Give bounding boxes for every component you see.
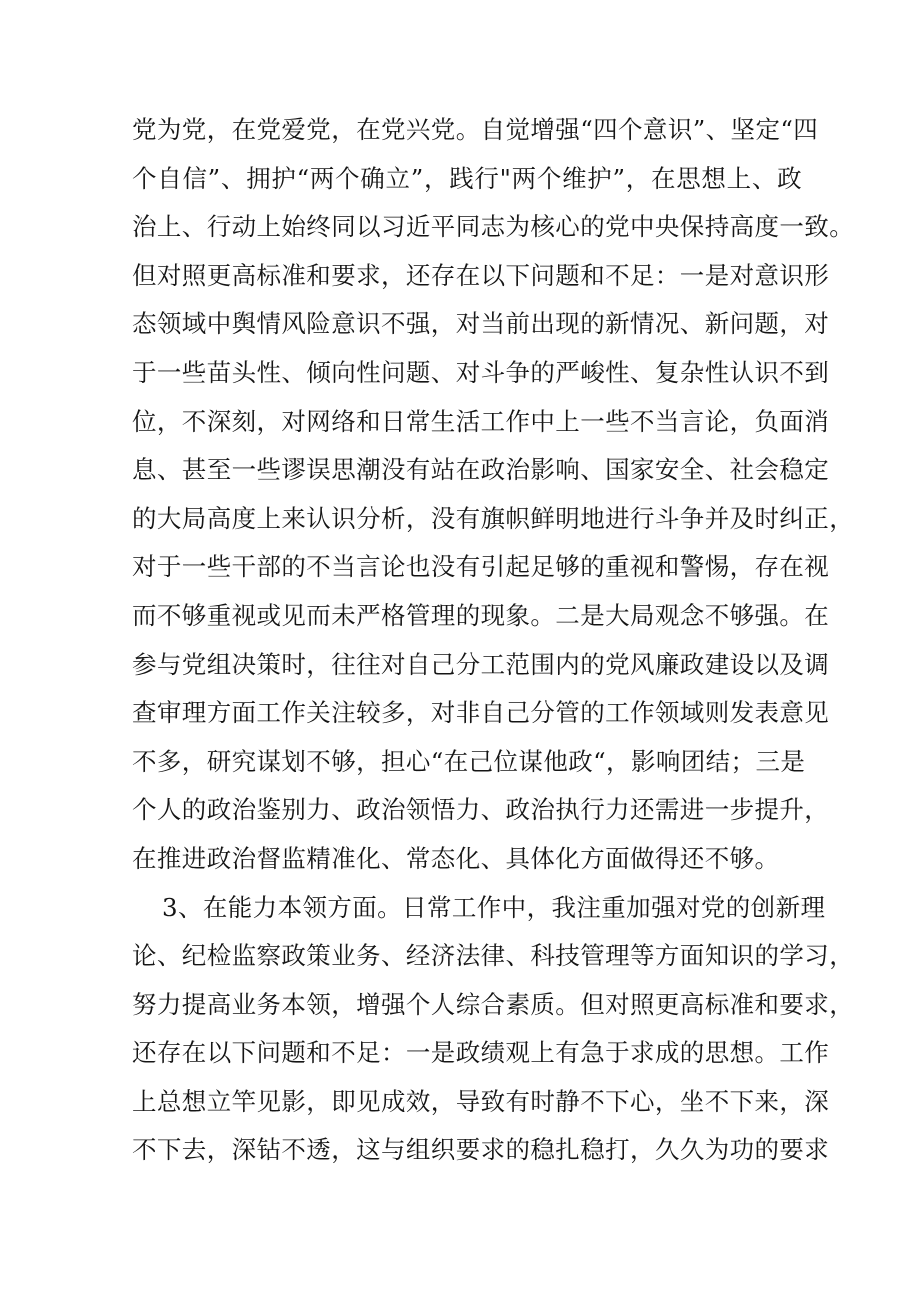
paragraph-line: 不多，研究谋划不够，担心“在己位谋他政“，影响团结；三是 <box>132 746 806 776</box>
paragraph-line: 态领域中舆情风险意识不强，对当前出现的新情况、新问题，对 <box>132 309 830 339</box>
paragraph-line: 3、在能力本领方面。日常工作中，我注重加强对党的创新理 <box>162 892 826 922</box>
paragraph-line: 对于一些干部的不当言论也没有引起足够的重视和警惕，存在视 <box>132 552 830 582</box>
paragraph-line: 个自信”、拥护“两个确立”，践行"两个维护”，在思想上、政 <box>132 163 802 193</box>
paragraph-line: 不下去，深钻不透，这与组织要求的稳扎稳打，久久为功的要求 <box>132 1135 830 1165</box>
paragraph-line: 参与党组决策时，往往对自己分工范围内的党风廉政建设以及调 <box>132 649 830 679</box>
paragraph-line: 上总想立竿见影，即见成效，导致有时静不下心，坐不下来，深 <box>132 1086 830 1116</box>
paragraph-line: 还存在以下问题和不足：一是政绩观上有急于求成的思想。工作 <box>132 1038 830 1068</box>
paragraph-line: 党为党，在党爱党，在党兴党。自觉增强“四个意识”、坚定“四 <box>132 115 819 144</box>
paragraph-line: 治上、行动上始终同以习近平同志为核心的党中央保持高度一致。 <box>132 212 855 242</box>
paragraph-line: 息、甚至一些谬误思潮没有站在政治影响、国家安全、社会稳定 <box>132 455 830 485</box>
paragraph-line: 论、纪检监察政策业务、经济法律、科技管理等方面知识的学习， <box>132 941 855 971</box>
document-body <box>132 106 855 1175</box>
paragraph-line: 的大局高度上来认识分析，没有旗帜鲜明地进行斗争并及时纠正， <box>132 503 855 533</box>
paragraph-line: 努力提高业务本领，增强个人综合素质。但对照更高标准和要求， <box>132 989 855 1019</box>
paragraph-1 <box>132 106 855 884</box>
paragraph-line: 而不够重视或见而未严格管理的现象。二是大局观念不够强。在 <box>132 600 830 630</box>
paragraph-line: 查审理方面工作关注较多，对非自己分管的工作领域则发表意见 <box>132 698 830 728</box>
paragraph-line: 位，不深刻，对网络和日常生活工作中上一些不当言论，负面消 <box>132 406 830 436</box>
paragraph-line: 在推进政治督监精准化、常态化、具体化方面做得还不够。 <box>132 843 780 873</box>
paragraph-line: 于一些苗头性、倾向性问题、对斗争的严峻性、复杂性认识不到 <box>132 357 830 387</box>
paragraph-2 <box>132 884 855 1176</box>
paragraph-line: 但对照更高标准和要求，还存在以下问题和不足：一是对意识形 <box>132 260 830 290</box>
paragraph-line: 个人的政治鉴别力、政治领悟力、政治执行力还需进一步提升， <box>132 795 830 825</box>
